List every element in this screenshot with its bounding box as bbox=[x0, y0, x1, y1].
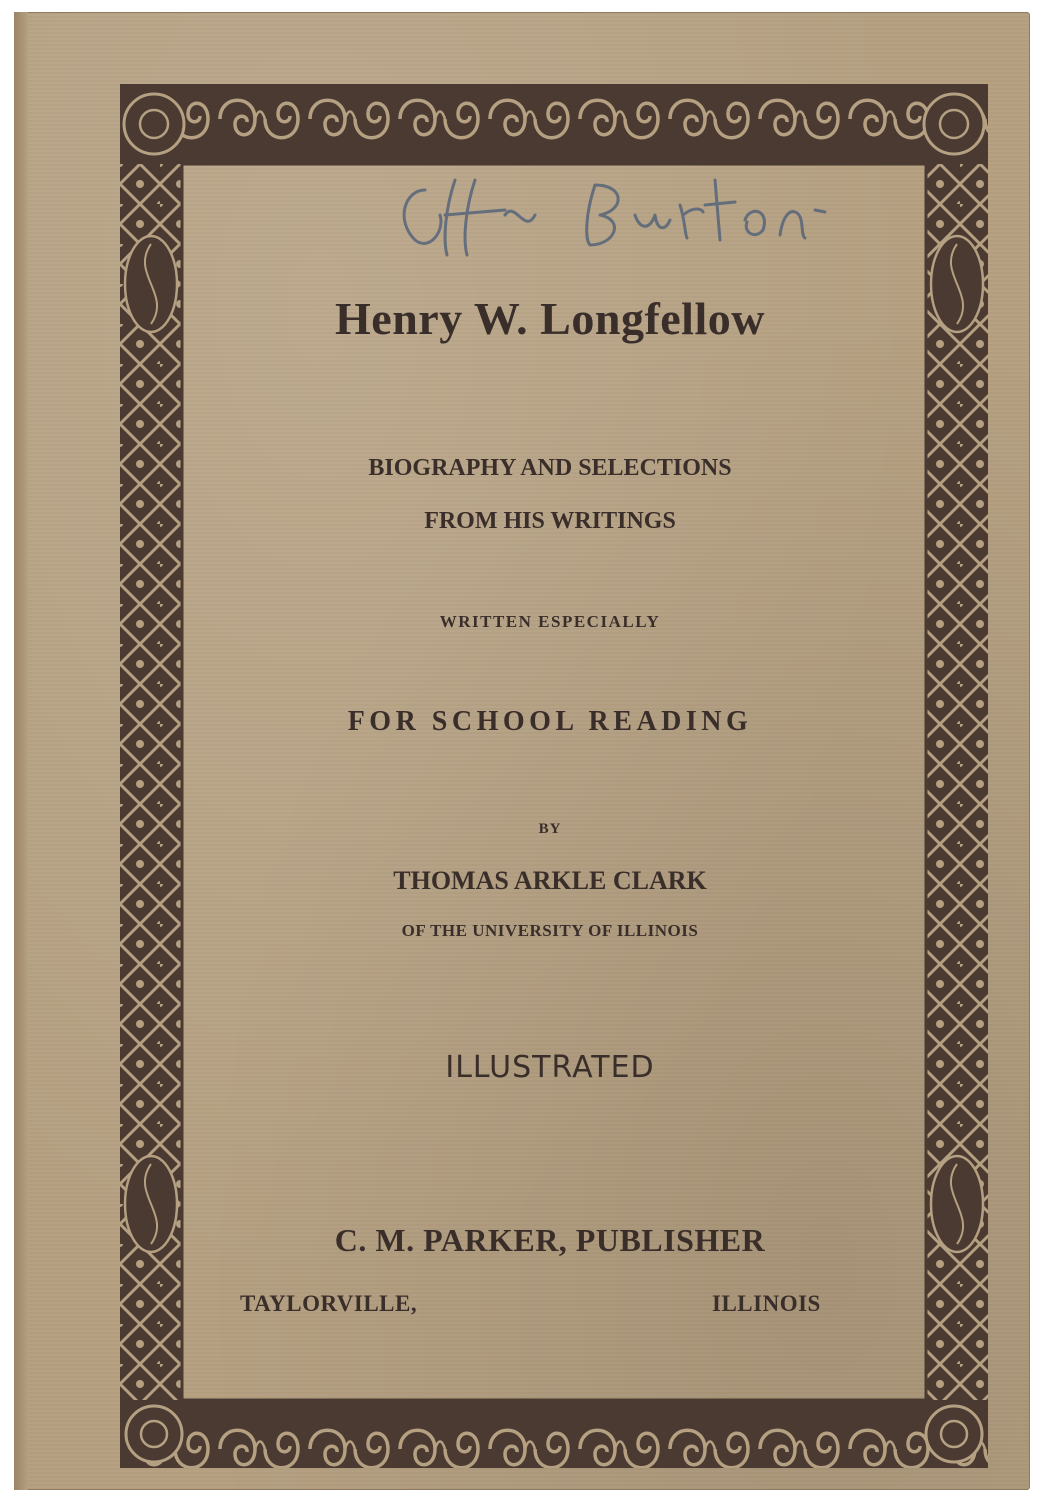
corner-rosette-tl bbox=[124, 94, 184, 154]
border-bottom bbox=[120, 1400, 988, 1468]
purpose-text: FOR SCHOOL READING bbox=[347, 706, 753, 737]
corner-rosette-bl bbox=[126, 1406, 182, 1462]
corner-rosette-br bbox=[926, 1406, 982, 1462]
handwritten-signature bbox=[385, 160, 865, 270]
illustrated-label: ILLUSTRATED bbox=[445, 1050, 655, 1085]
publisher-city: TAYLORVILLE, bbox=[240, 1291, 418, 1316]
publisher-state: ILLINOIS bbox=[712, 1291, 821, 1316]
author-affiliation: OF THE UNIVERSITY OF ILLINOIS bbox=[401, 921, 699, 940]
by-text: BY bbox=[538, 821, 562, 837]
spine-edge bbox=[14, 12, 28, 1490]
author-name: THOMAS ARKLE CLARK bbox=[393, 866, 707, 895]
border-top bbox=[120, 84, 988, 164]
book-title: Henry W. Longfellow bbox=[335, 293, 765, 344]
subtitle-line-2: FROM HIS WRITINGS bbox=[424, 508, 676, 534]
corner-rosette-tr bbox=[924, 94, 984, 154]
subtitle-line-1: BIOGRAPHY AND SELECTIONS bbox=[368, 455, 732, 481]
publisher-name: C. M. PARKER, PUBLISHER bbox=[334, 1222, 766, 1258]
written-especially-text: WRITTEN ESPECIALLY bbox=[439, 612, 661, 631]
